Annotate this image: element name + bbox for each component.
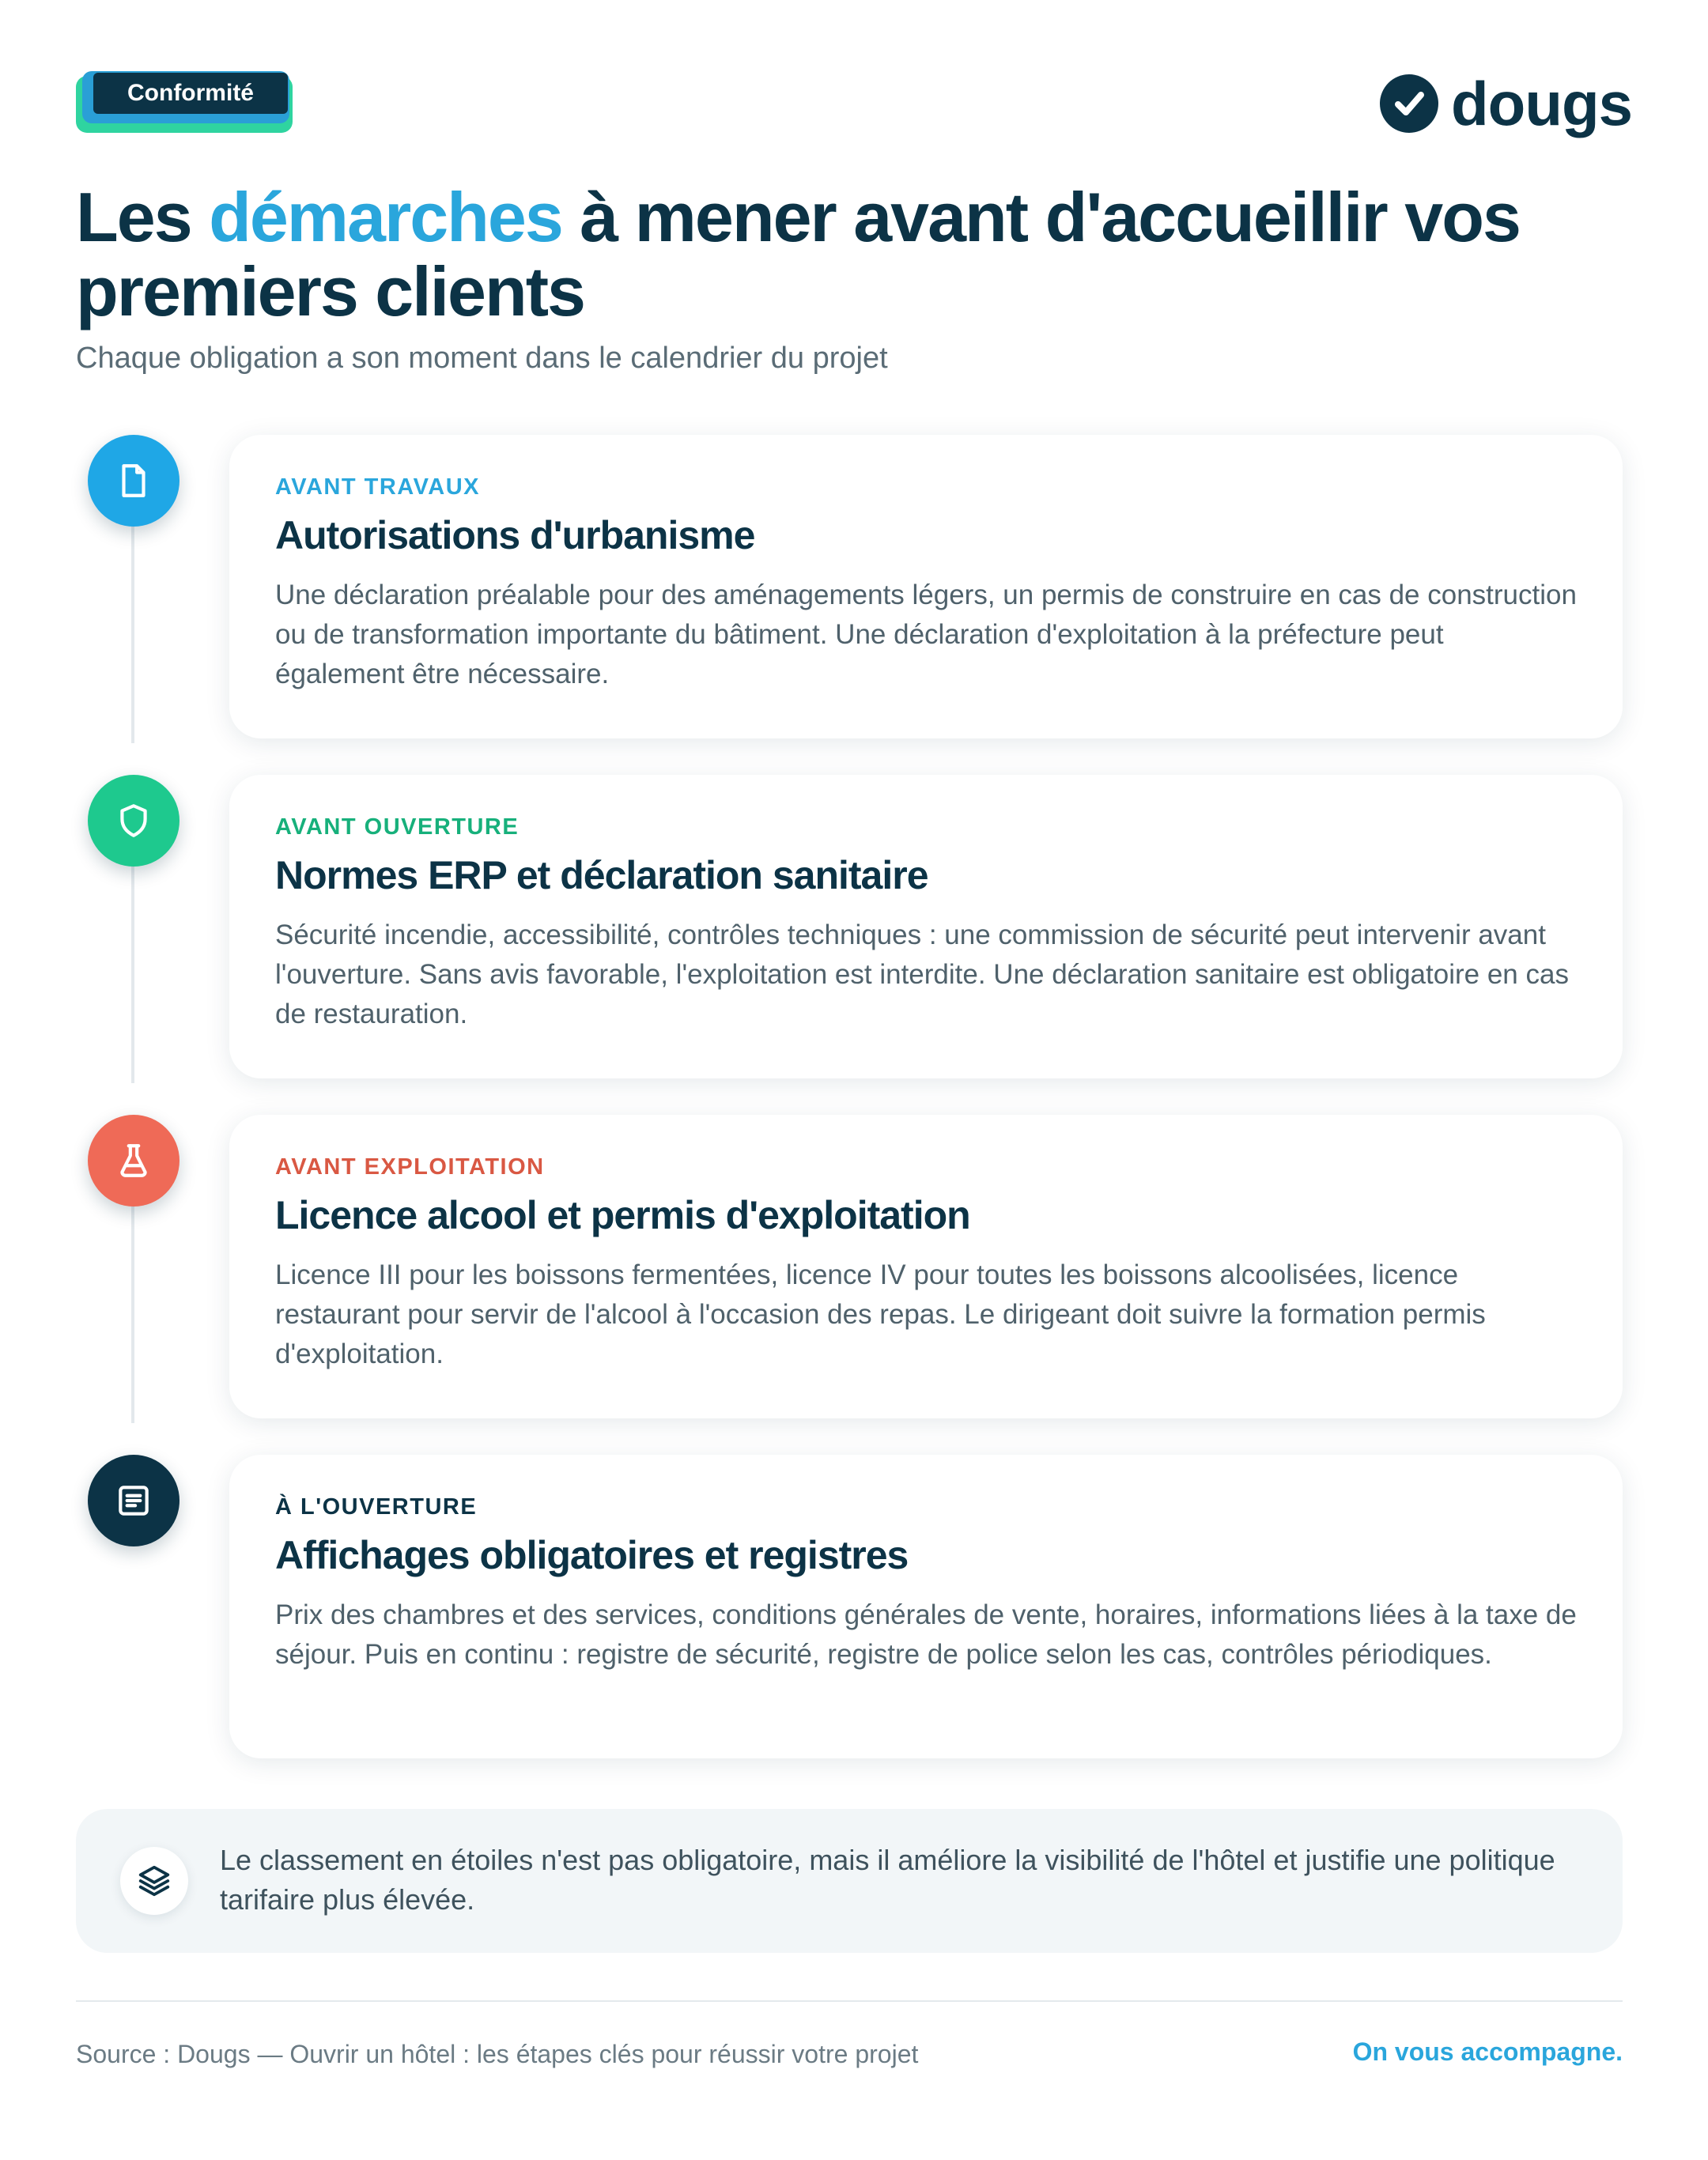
step-description: Une déclaration préalable pour des aménagements légers, un permis de construire en cas de construction ou de transformation importante du bâtiment. Une déclaration d'exploitation à la préfecture peut également être nécessaire. [275,580,1577,689]
timeline-connector [131,1186,134,1423]
step-icon-affichages [88,1455,179,1546]
step-phase: AVANT OUVERTURE [275,814,520,840]
cta-link[interactable]: On vous accompagne. [1352,2037,1623,2066]
page-subtitle: Chaque obligation a son moment dans le calendrier du projet [76,342,888,375]
step-title: Normes ERP et déclaration sanitaire [275,853,928,897]
brand-logo[interactable] [1380,69,1632,138]
step-card-licence [229,1115,1623,1418]
step-title: Affichages obligatoires et registres [275,1533,909,1577]
step-phase: À L'OUVERTURE [275,1494,478,1520]
step-description: Licence III pour les boissons fermentées, licence IV pour toutes les boissons alcoolisées, licence restaurant pour servir de l'alcool à l'occasion des repas. Le dirigeant doit suivre la formation permis d'exploitation. [275,1259,1486,1369]
step-description: Prix des chambres et des services, conditions générales de vente, horaires, informations liées à la taxe de séjour. Puis en continu : registre de sécurité, registre de police selon les cas, contrôles périodiques. [275,1599,1577,1670]
brand-name: dougs [1451,69,1632,138]
title-highlight: démarches [209,178,562,256]
footer-divider [76,2000,1623,2002]
document-icon [114,461,153,500]
note-text: Le classement en étoiles n'est pas obligatoire, mais il améliore la visibilité de l'hôtel et justifie une politique tarifaire plus élevée. [220,1844,1555,1916]
shield-icon [114,801,153,840]
step-description: Sécurité incendie, accessibilité, contrôles techniques : une commission de sécurité peut intervenir avant l'ouverture. Sans avis favorable, l'exploitation est interdite. Une déclaration sanitaire est obligatoire en cas de restauration. [275,920,1569,1029]
step-card-affichages [229,1455,1623,1758]
timeline-connector [131,506,134,743]
step-phase: AVANT TRAVAUX [275,474,481,500]
flask-icon [114,1141,153,1180]
category-badge [76,76,293,133]
badge-frame [82,71,289,123]
title-end: à mener avant d'accueillir vos premiers clients [76,178,1520,330]
layers-icon [120,1847,188,1915]
step-title: Autorisations d'urbanisme [275,513,755,557]
step-phase: AVANT EXPLOITATION [275,1154,545,1180]
step-icon-licence [88,1115,179,1207]
check-circle-icon [1380,74,1438,133]
step-icon-erp [88,775,179,867]
title-start: Les [76,178,210,256]
badge-label: Conformité [93,73,288,114]
source-credit: Source : Dougs — Ouvrir un hôtel : les étapes clés pour réussir votre projet [76,2040,919,2068]
step-title: Licence alcool et permis d'exploitation [275,1193,970,1237]
step-icon-urbanisme [88,435,179,527]
page-title [76,180,1578,329]
timeline-connector [131,846,134,1083]
info-note [76,1809,1623,1953]
register-icon [114,1481,153,1520]
step-card-urbanisme [229,435,1623,738]
step-card-erp [229,775,1623,1078]
